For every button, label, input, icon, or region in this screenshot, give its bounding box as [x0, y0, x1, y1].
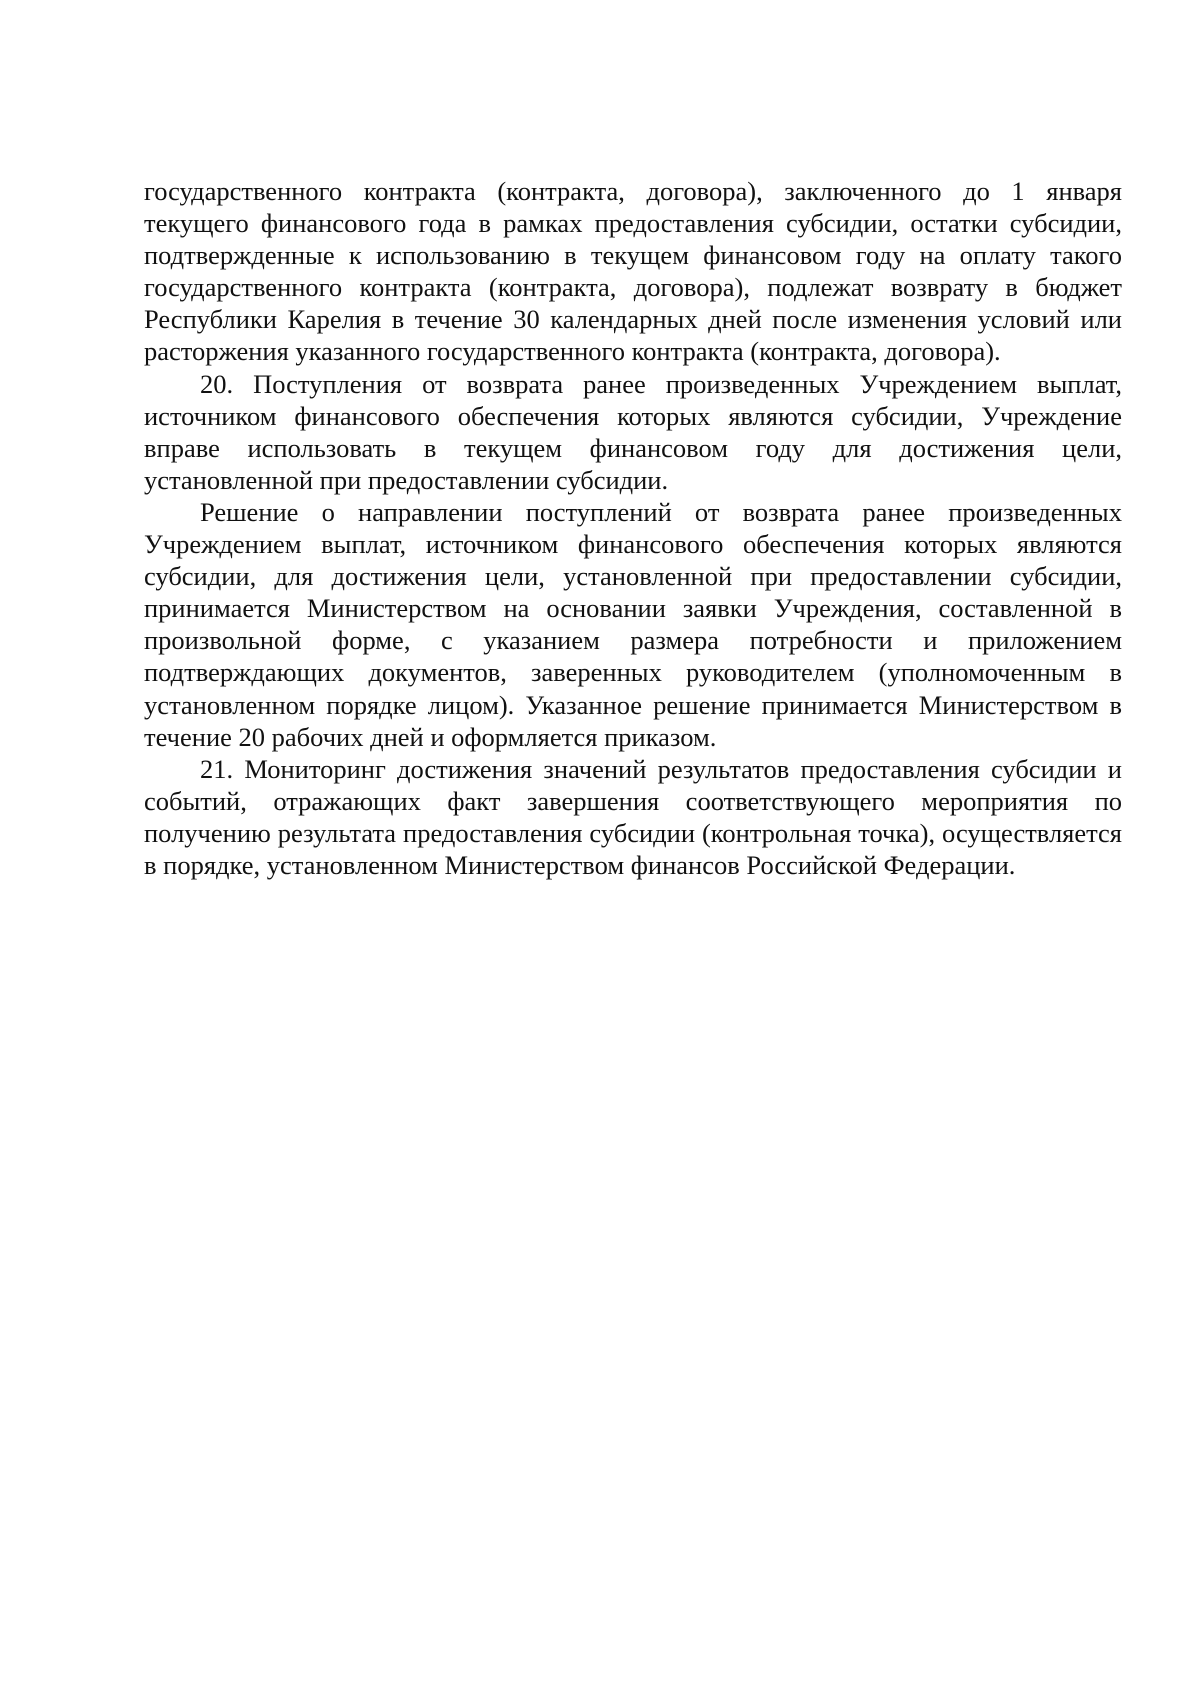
document-body	[144, 175, 1122, 881]
paragraph-decision: Решение о направлении поступлений от возврата ранее произведенных Учреждением выплат, источником финансового обеспечения которых являются субсидии, для достижения цели, установленной при предоставлении субсидии, принимается Министерством на основании заявки Учреждения, составленной в произвольной форме, с указанием размера потребности и приложением подтверждающих документов, заверенных руководителем (уполномоченным в установленном порядке лицом). Указанное решение принимается Министерством в течение 20 рабочих дней и оформляется приказом.	[144, 496, 1122, 752]
paragraph-item-20: 20. Поступления от возврата ранее произведенных Учреждением выплат, источником финансового обеспечения которых являются субсидии, Учреждение вправе использовать в текущем финансовом году для достижения цели, установленной при предоставлении субсидии.	[144, 368, 1122, 495]
paragraph-item-21: 21. Мониторинг достижения значений результатов предоставления субсидии и событий, отражающих факт завершения соответствующего мероприятия по получению результата предоставления субсидии (контрольная точка), осуществляется в порядке, установленном Министерством финансов Российской Федерации.	[144, 753, 1122, 880]
paragraph-continuation: государственного контракта (контракта, договора), заключенного до 1 января текущего финансового года в рамках предоставления субсидии, остатки субсидии, подтвержденные к использованию в текущем финансовом году на оплату такого государственного контракта (контракта, договора), подлежат возврату в бюджет Республики Карелия в течение 30 календарных дней после изменения условий или расторжения указанного государственного контракта (контракта, договора).	[144, 176, 1122, 367]
